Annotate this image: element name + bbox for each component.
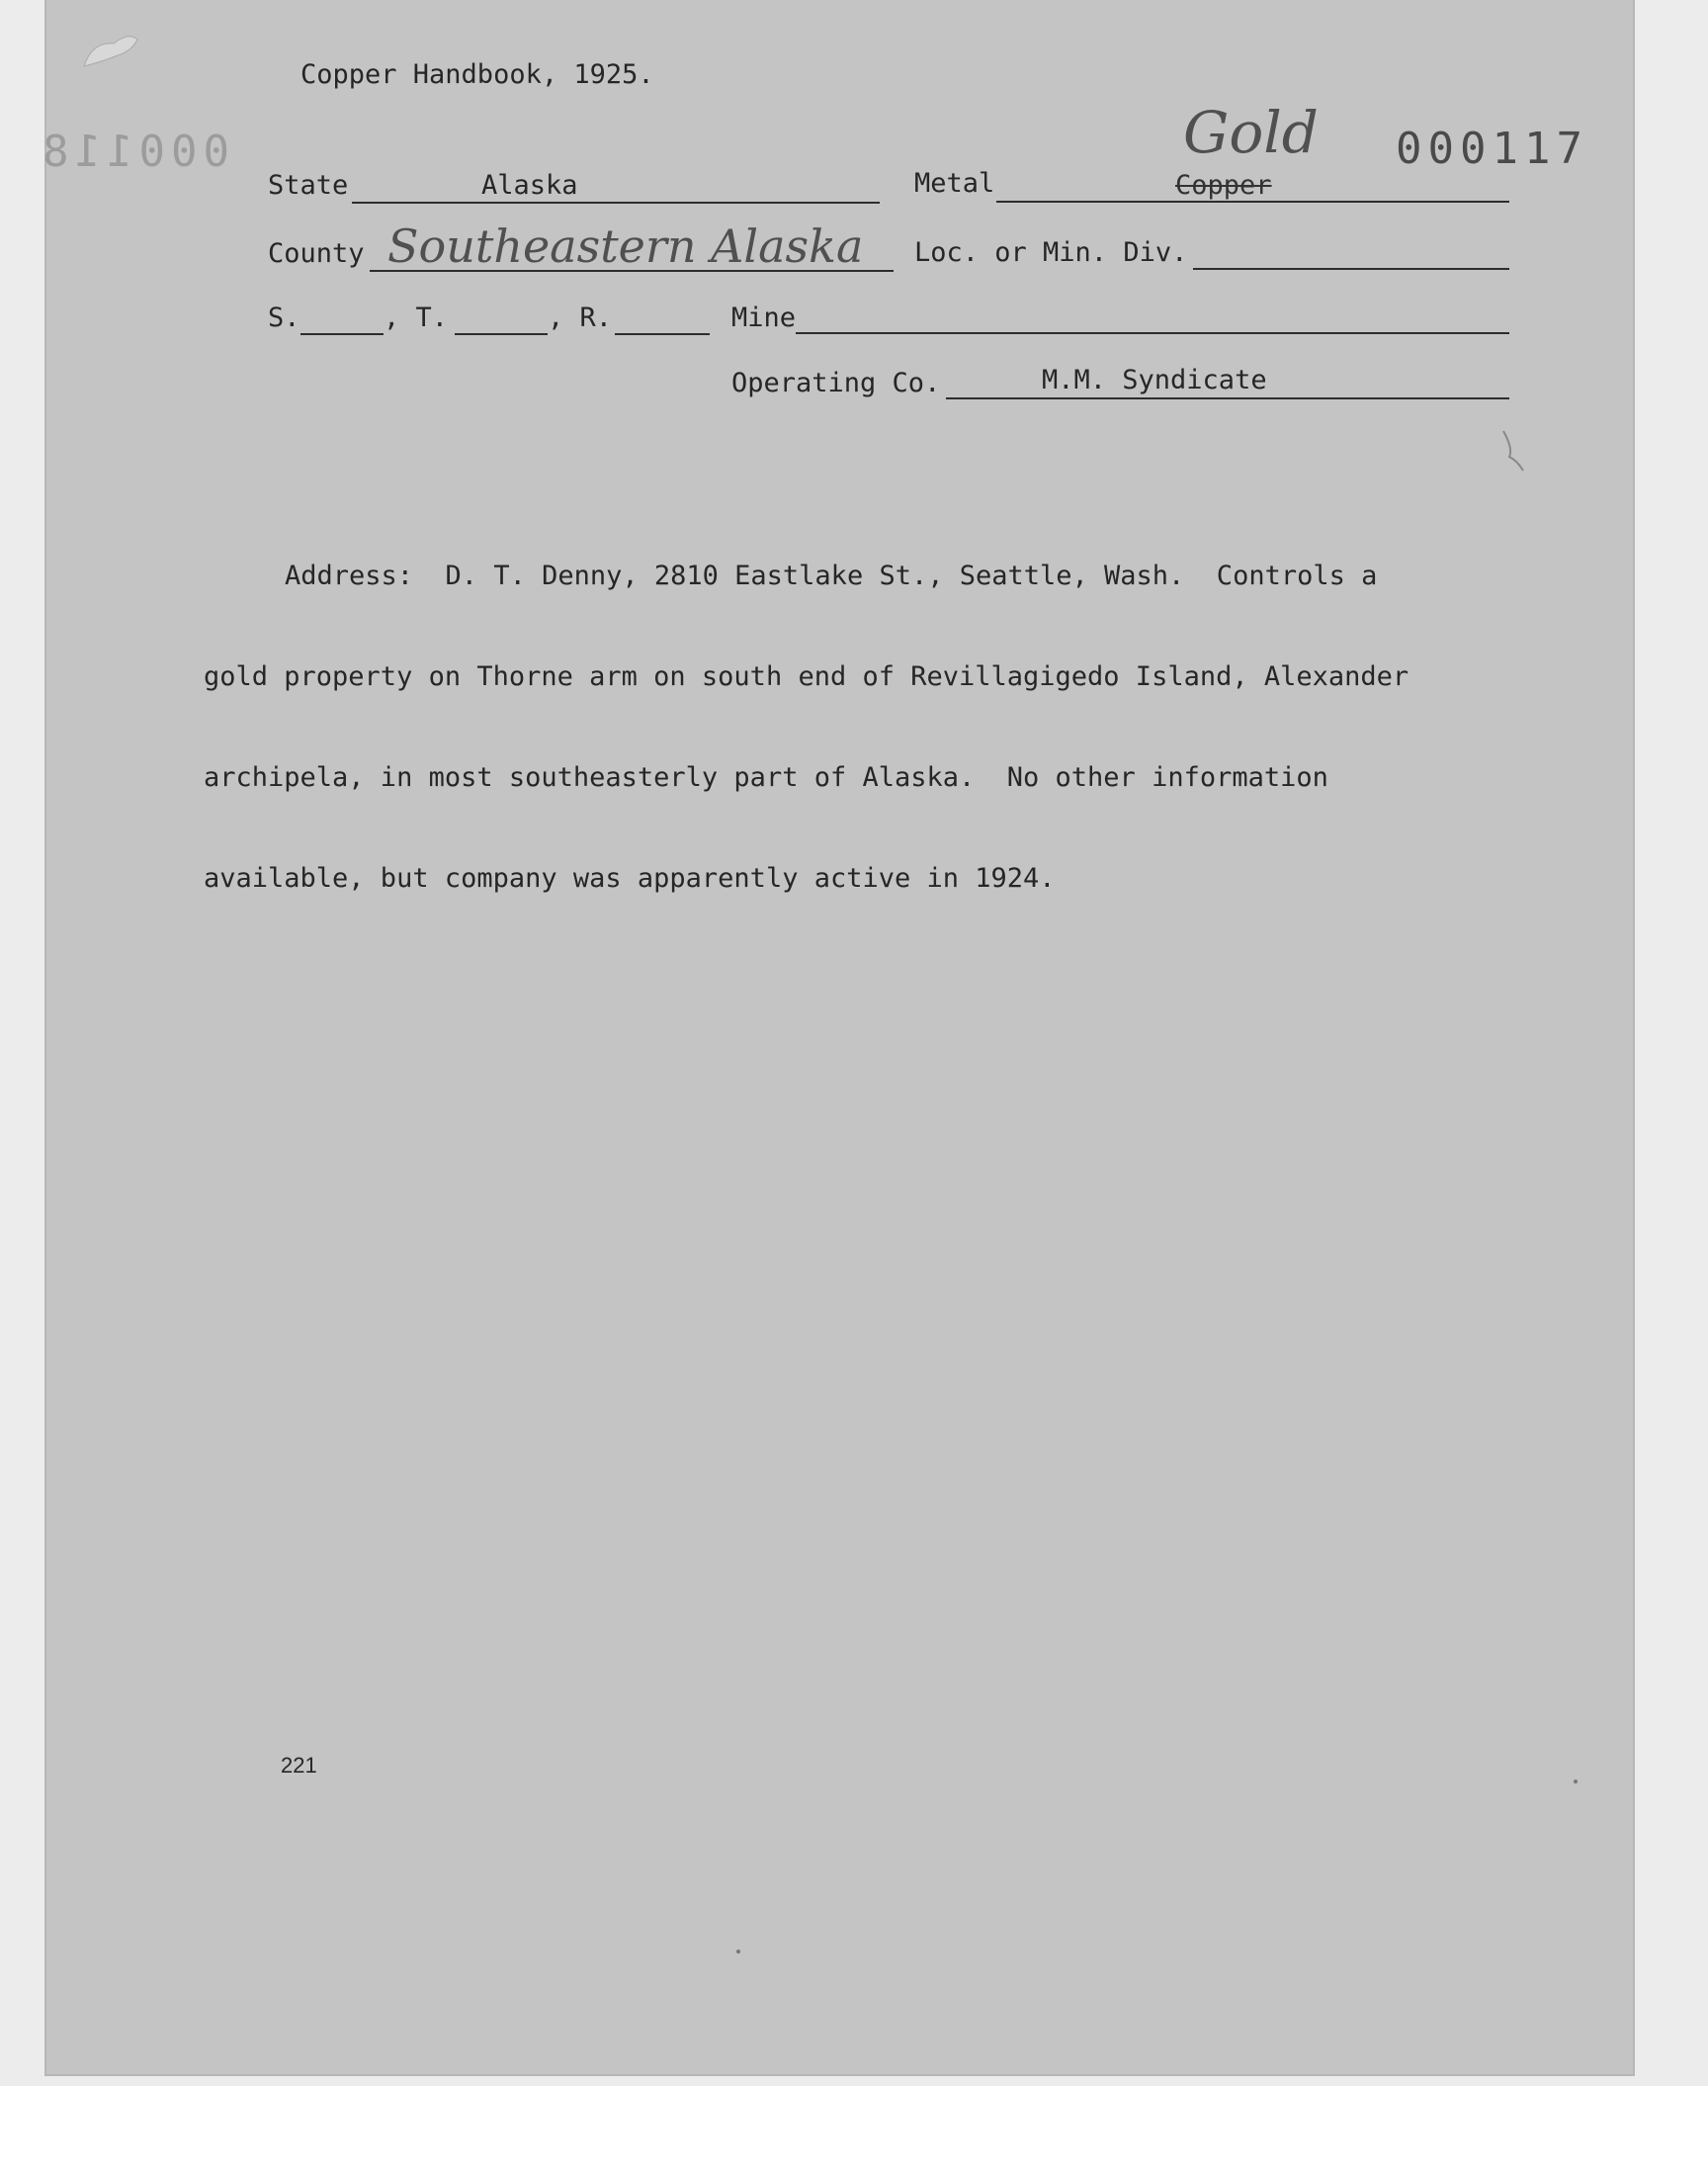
metal-label: Metal [914, 168, 995, 199]
loc-underline [1193, 268, 1509, 270]
county-value: Southeastern Alaska [387, 219, 864, 273]
corner-tear-mark [74, 22, 143, 81]
notes-line-3: archipela, in most southeasterly part of Alaska. No other information [204, 762, 1328, 793]
dust-speck [1574, 1780, 1578, 1784]
notes-paragraph [204, 492, 1489, 963]
loc-label: Loc. or Min. Div. [914, 237, 1188, 268]
margin-mark [1499, 427, 1529, 477]
mine-label: Mine [731, 303, 797, 333]
metal-handwritten-correction: Gold [1183, 99, 1319, 166]
range-underline [615, 333, 710, 335]
notes-line-4: available, but company was apparently active in 1924. [204, 863, 1056, 894]
notes-line-1: Address: D. T. Denny, 2810 Eastlake St., Seattle, Wash. Controls a [285, 561, 1378, 591]
state-value: Alaska [481, 170, 578, 201]
section-label: S. [268, 303, 300, 333]
notes-line-2: gold property on Thorne arm on south end of Revillagigedo Island, Alexander [204, 661, 1409, 692]
index-card [37, 0, 1633, 2074]
state-label: State [268, 170, 349, 201]
township-label: , T. [384, 303, 449, 333]
county-label: County [268, 238, 365, 269]
operating-value: M.M. Syndicate [1042, 365, 1267, 395]
section-underline [300, 333, 384, 335]
card-heading: Copper Handbook, 1925. [300, 59, 654, 90]
state-underline [352, 202, 880, 204]
township-underline [455, 333, 548, 335]
operating-underline [946, 397, 1509, 399]
metal-underline [996, 201, 1509, 203]
metal-value-struck: Copper [1175, 170, 1272, 201]
page-number: 221 [281, 1753, 317, 1778]
range-label: , R. [548, 303, 613, 333]
operating-label: Operating Co. [731, 368, 941, 398]
mine-underline [796, 332, 1509, 334]
stamp-number: 000117 [1396, 124, 1588, 174]
dust-speck [736, 1950, 740, 1954]
mirrored-stamp-number: 000118 [37, 127, 229, 177]
